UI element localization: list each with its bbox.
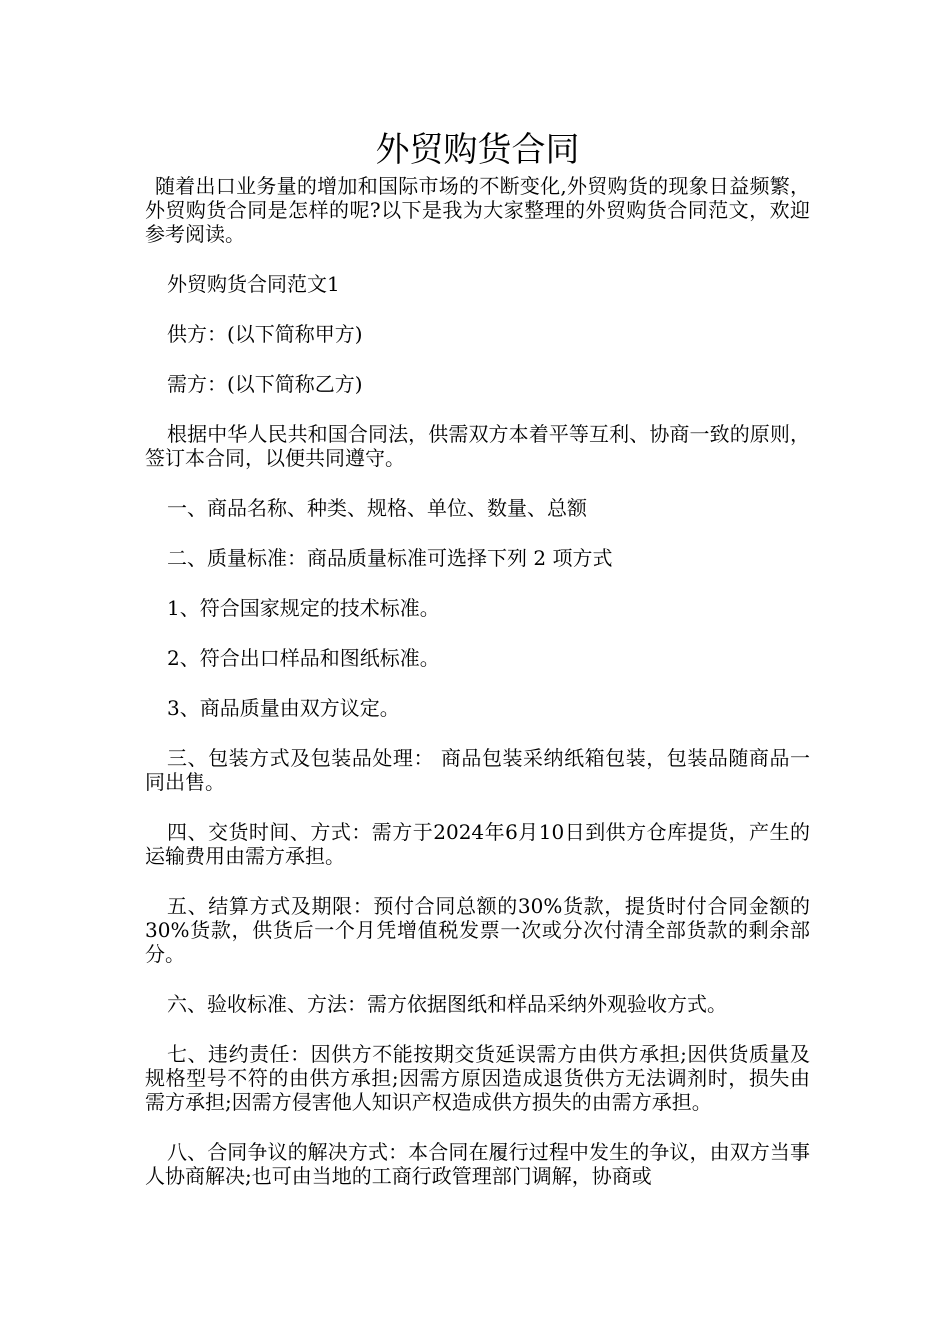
paragraph-supplier: 供方：(以下简称甲方)	[167, 322, 363, 346]
paragraph-heading-1: 外贸购货合同范文1	[167, 272, 340, 296]
clause-2-item-3: 3、商品质量由双方议定。	[167, 696, 400, 720]
intro-paragraph: 随着出口业务量的增加和国际市场的不断变化,外贸购货的现象日益频繁，外贸购货合同是怎样的呢?以下是我为大家整理的外贸购货合同范文，欢迎参考阅读。	[145, 174, 810, 246]
clause-1: 一、商品名称、种类、规格、单位、数量、总额	[167, 496, 587, 520]
clause-4: 四、交货时间、方式：需方于2024年6月10日到供方仓库提货，产生的运输费用由需方承担。	[145, 820, 810, 868]
paragraph-buyer: 需方：(以下简称乙方)	[167, 372, 363, 396]
document-title: 外贸购货合同	[375, 130, 580, 170]
clause-6: 六、验收标准、方法：需方依据图纸和样品采纳外观验收方式。	[167, 992, 727, 1016]
document-page	[145, 126, 810, 1188]
paragraph-basis: 根据中华人民共和国合同法，供需双方本着平等互利、协商一致的原则，签订本合同，以便共同遵守。	[145, 422, 810, 470]
clause-2: 二、质量标准：商品质量标准可选择下列 2 项方式	[167, 546, 613, 570]
clause-2-item-1: 1、符合国家规定的技术标准。	[167, 596, 440, 620]
clause-3: 三、包装方式及包装品处理： 商品包装采纳纸箱包装，包装品随商品一同出售。	[145, 746, 810, 794]
clause-7: 七、违约责任：因供方不能按期交货延误需方由供方承担;因供货质量及规格型号不符的由供方承担;因需方原因造成退货供方无法调剂时，损失由需方承担;因需方侵害他人知识产权造成供方损失的由需方承担。	[145, 1042, 810, 1114]
clause-8: 八、合同争议的解决方式：本合同在履行过程中发生的争议，由双方当事人协商解决;也可由当地的工商行政管理部门调解，协商或	[145, 1140, 810, 1188]
clause-5: 五、结算方式及期限：预付合同总额的30%货款，提货时付合同金额的30%货款，供货后一个月凭增值税发票一次或分次付清全部货款的剩余部分。	[145, 894, 810, 966]
clause-2-item-2: 2、符合出口样品和图纸标准。	[167, 646, 440, 670]
